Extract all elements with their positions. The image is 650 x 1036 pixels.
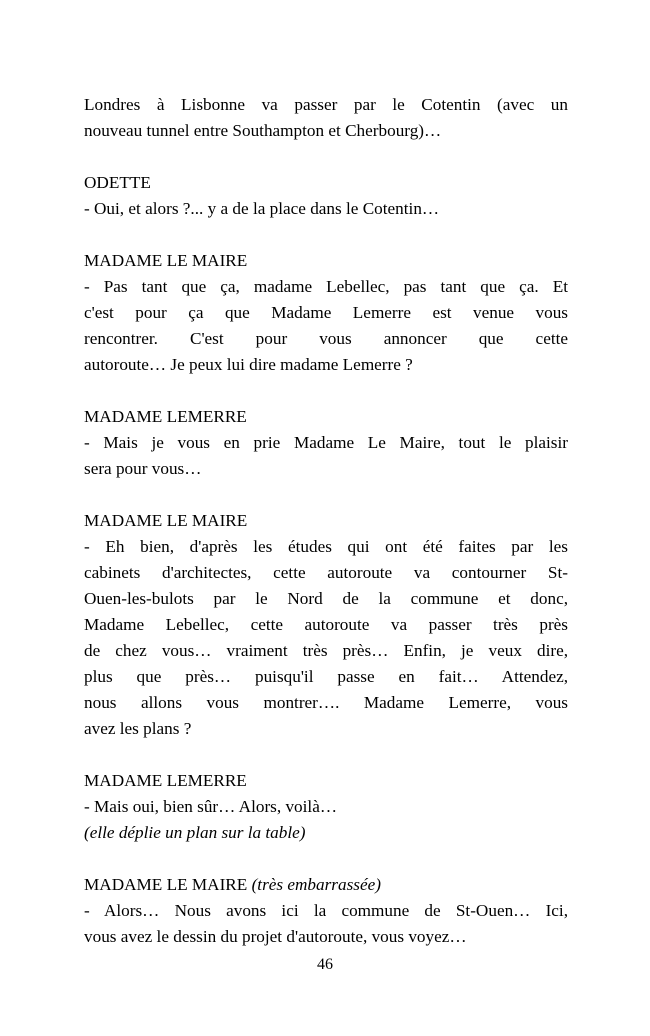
dialogue-line: nouveau tunnel entre Southampton et Cherbourg)… [84, 121, 442, 140]
dialogue-line: - Pas tant que ça, madame Lebellec, pas tant que ça. Et [84, 277, 568, 296]
speaker-label: ODETTE [84, 173, 151, 192]
speaker-label: MADAME LEMERRE [84, 771, 247, 790]
dialogue-line: vous avez le dessin du projet d'autoroute, vous voyez… [84, 927, 467, 946]
block-madame-le-maire-3 [84, 872, 568, 950]
dialogue-line: autoroute… Je peux lui dire madame Lemerre ? [84, 355, 413, 374]
speaker-label: MADAME LE MAIRE [84, 511, 248, 530]
speaker-label: MADAME LE MAIRE [84, 251, 248, 270]
dialogue-line: - Mais oui, bien sûr… Alors, voilà… [84, 797, 338, 816]
dialogue-line: - Eh bien, d'après les études qui ont été faites par les [84, 537, 568, 556]
speaker-name [84, 404, 568, 430]
dialogue-line: Ouen-les-bulots par le Nord de la commune et donc, [84, 589, 568, 608]
block-madame-lemerre-1 [84, 404, 568, 482]
dialogue-line: - Oui, et alors ?... y a de la place dans le Cotentin… [84, 199, 440, 218]
dialogue-line: avez les plans ? [84, 719, 192, 738]
speaker-label: MADAME LE MAIRE [84, 875, 248, 894]
speaker-name [84, 248, 568, 274]
block-madame-le-maire-1 [84, 248, 568, 378]
speaker-label: MADAME LEMERRE [84, 407, 247, 426]
stage-direction-inline: (très embarrassée) [247, 875, 381, 894]
dialogue-line: Londres à Lisbonne va passer par le Cotentin (avec un [84, 95, 568, 114]
dialogue-line: - Mais je vous en prie Madame Le Maire, tout le plaisir [84, 433, 568, 452]
page-number: 46 [317, 956, 333, 973]
dialogue-line: de chez vous… vraiment très près… Enfin, je veux dire, [84, 641, 568, 660]
block-opening-speech [84, 92, 568, 144]
speaker-name [84, 872, 568, 898]
script-text-column [84, 92, 568, 950]
stage-direction-line: (elle déplie un plan sur la table) [84, 823, 306, 842]
dialogue-line: nous allons vous montrer…. Madame Lemerre, vous [84, 693, 568, 712]
block-odette [84, 170, 568, 222]
dialogue-line: rencontrer. C'est pour vous annoncer que cette [84, 329, 568, 348]
speaker-name [84, 508, 568, 534]
dialogue-line: plus que près… puisqu'il passe en fait… Attendez, [84, 667, 568, 686]
dialogue-line: sera pour vous… [84, 459, 202, 478]
block-madame-le-maire-2 [84, 508, 568, 742]
speaker-name [84, 170, 568, 196]
dialogue-line: Madame Lebellec, cette autoroute va passer très près [84, 615, 568, 634]
dialogue-line: - Alors… Nous avons ici la commune de St-Ouen… Ici, [84, 901, 568, 920]
dialogue-line: c'est pour ça que Madame Lemerre est venue vous [84, 303, 568, 322]
speaker-name [84, 768, 568, 794]
dialogue-line: cabinets d'architectes, cette autoroute va contourner St- [84, 563, 568, 582]
block-madame-lemerre-2 [84, 768, 568, 846]
